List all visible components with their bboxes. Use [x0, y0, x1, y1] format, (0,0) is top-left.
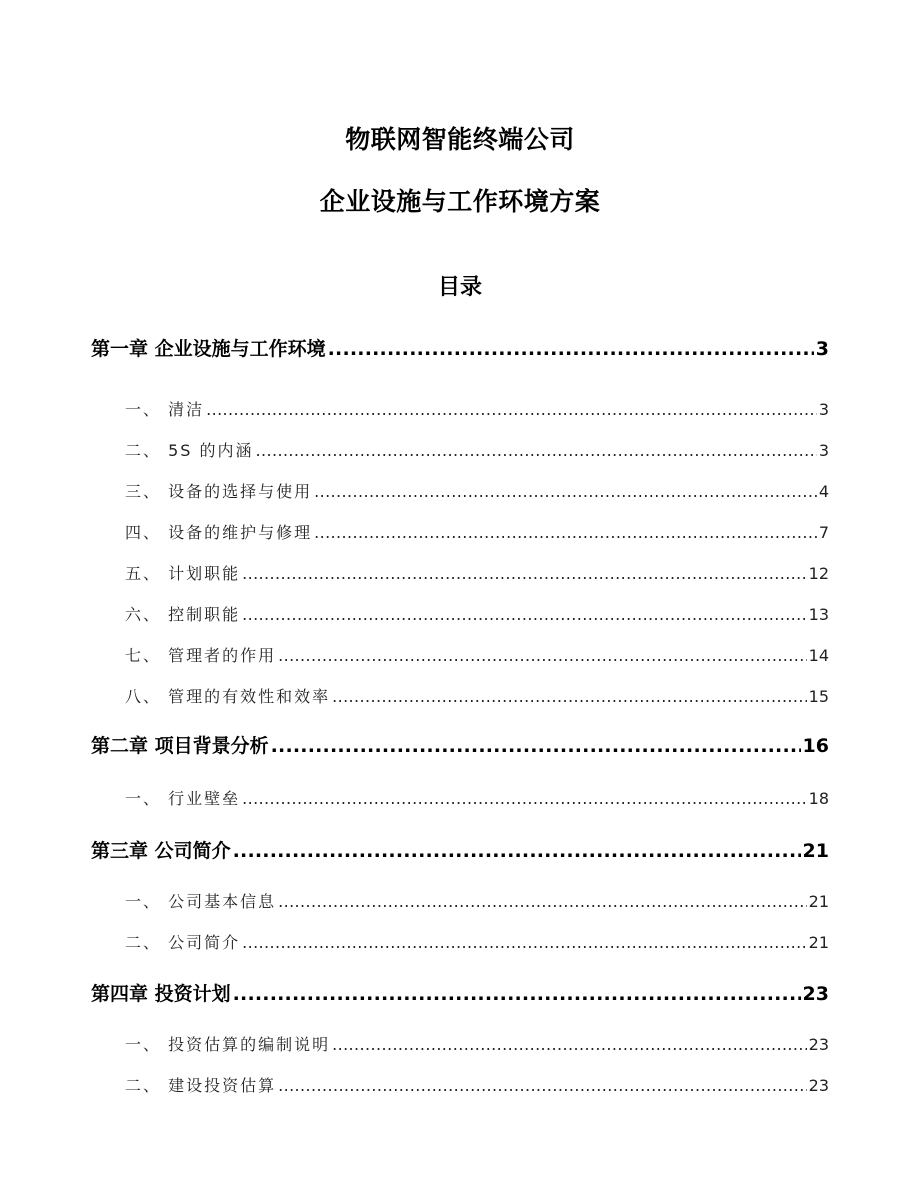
- toc-entry-label: 五、 计划职能: [125, 564, 241, 583]
- toc-leader-dots: [206, 399, 817, 421]
- toc-entry-label: 二、 公司简介: [125, 933, 241, 952]
- toc-entry-label: 二、 建设投资估算: [125, 1076, 277, 1095]
- toc-entry-label: 一、 投资估算的编制说明: [125, 1035, 331, 1054]
- toc-section[interactable]: [125, 1073, 829, 1097]
- toc-section[interactable]: [125, 1032, 829, 1056]
- toc-entry-label: 第三章 公司简介: [91, 840, 231, 862]
- toc-page-number: 23: [808, 1076, 829, 1095]
- toc-section[interactable]: [125, 930, 829, 954]
- toc-page-number: 15: [808, 687, 829, 706]
- toc-leader-dots: [256, 440, 817, 462]
- toc-leader-dots: [242, 563, 807, 585]
- toc-leader-dots: [328, 338, 814, 360]
- toc-section[interactable]: [125, 561, 829, 585]
- toc-page-number: 21: [802, 840, 829, 862]
- toc-page-number: 14: [808, 646, 829, 665]
- toc-section[interactable]: [125, 786, 829, 810]
- toc-entry-label: 第四章 投资计划: [91, 983, 231, 1005]
- toc-section[interactable]: [125, 889, 829, 913]
- toc-leader-dots: [242, 604, 807, 626]
- toc-section[interactable]: [125, 479, 829, 503]
- toc-entry-label: 一、 公司基本信息: [125, 892, 277, 911]
- toc-section[interactable]: [125, 643, 829, 667]
- toc-entry-label: 一、 行业壁垒: [125, 789, 241, 808]
- toc-entry-label: 一、 清洁: [125, 400, 205, 419]
- toc-page-number: 3: [818, 441, 829, 460]
- toc-section[interactable]: [125, 438, 829, 462]
- toc-leader-dots: [233, 983, 801, 1005]
- toc-page-number: 21: [808, 933, 829, 952]
- toc-leader-dots: [314, 522, 817, 544]
- toc-entry-label: 第二章 项目背景分析: [91, 735, 269, 757]
- toc-leader-dots: [278, 891, 807, 913]
- toc-entry-label: 四、 设备的维护与修理: [125, 523, 313, 542]
- toc-page-number: 12: [808, 564, 829, 583]
- toc-leader-dots: [332, 1034, 807, 1056]
- toc-section[interactable]: [125, 602, 829, 626]
- toc-section[interactable]: [125, 684, 829, 708]
- toc-page-number: 23: [808, 1035, 829, 1054]
- toc-page-number: 13: [808, 605, 829, 624]
- toc-page-number: 21: [808, 892, 829, 911]
- toc-page-number: 4: [818, 482, 829, 501]
- toc-section[interactable]: [125, 520, 829, 544]
- toc-entry-label: 第一章 企业设施与工作环境: [91, 338, 326, 360]
- toc-leader-dots: [278, 645, 807, 667]
- toc-leader-dots: [278, 1075, 807, 1097]
- document-subtitle: 企业设施与工作环境方案: [319, 187, 601, 216]
- toc-page-number: 16: [802, 735, 829, 757]
- toc-leader-dots: [332, 686, 807, 708]
- toc-leader-dots: [242, 788, 807, 810]
- toc-entry-label: 八、 管理的有效性和效率: [125, 687, 331, 706]
- toc-page-number: 3: [818, 400, 829, 419]
- toc-entry-label: 七、 管理者的作用: [125, 646, 277, 665]
- toc-entry-label: 三、 设备的选择与使用: [125, 482, 313, 501]
- toc-leader-dots: [314, 481, 817, 503]
- toc-chapter-4[interactable]: [91, 981, 829, 1005]
- toc-page-number: 23: [802, 983, 829, 1005]
- toc-chapter-1[interactable]: [91, 336, 829, 360]
- toc-heading: 目录: [437, 275, 482, 300]
- toc-page-number: 7: [818, 523, 829, 542]
- toc-page-number: 18: [808, 789, 829, 808]
- toc-entry-label: 六、 控制职能: [125, 605, 241, 624]
- toc-section[interactable]: [125, 397, 829, 421]
- toc-leader-dots: [271, 735, 801, 757]
- toc-chapter-3[interactable]: [91, 838, 829, 862]
- toc-leader-dots: [242, 932, 807, 954]
- toc-page-number: 3: [815, 338, 829, 360]
- toc-chapter-2[interactable]: [91, 733, 829, 757]
- toc-entry-label: 二、 5S 的内涵: [125, 441, 254, 460]
- document-title: 物联网智能终端公司: [345, 125, 575, 154]
- toc-leader-dots: [233, 840, 801, 862]
